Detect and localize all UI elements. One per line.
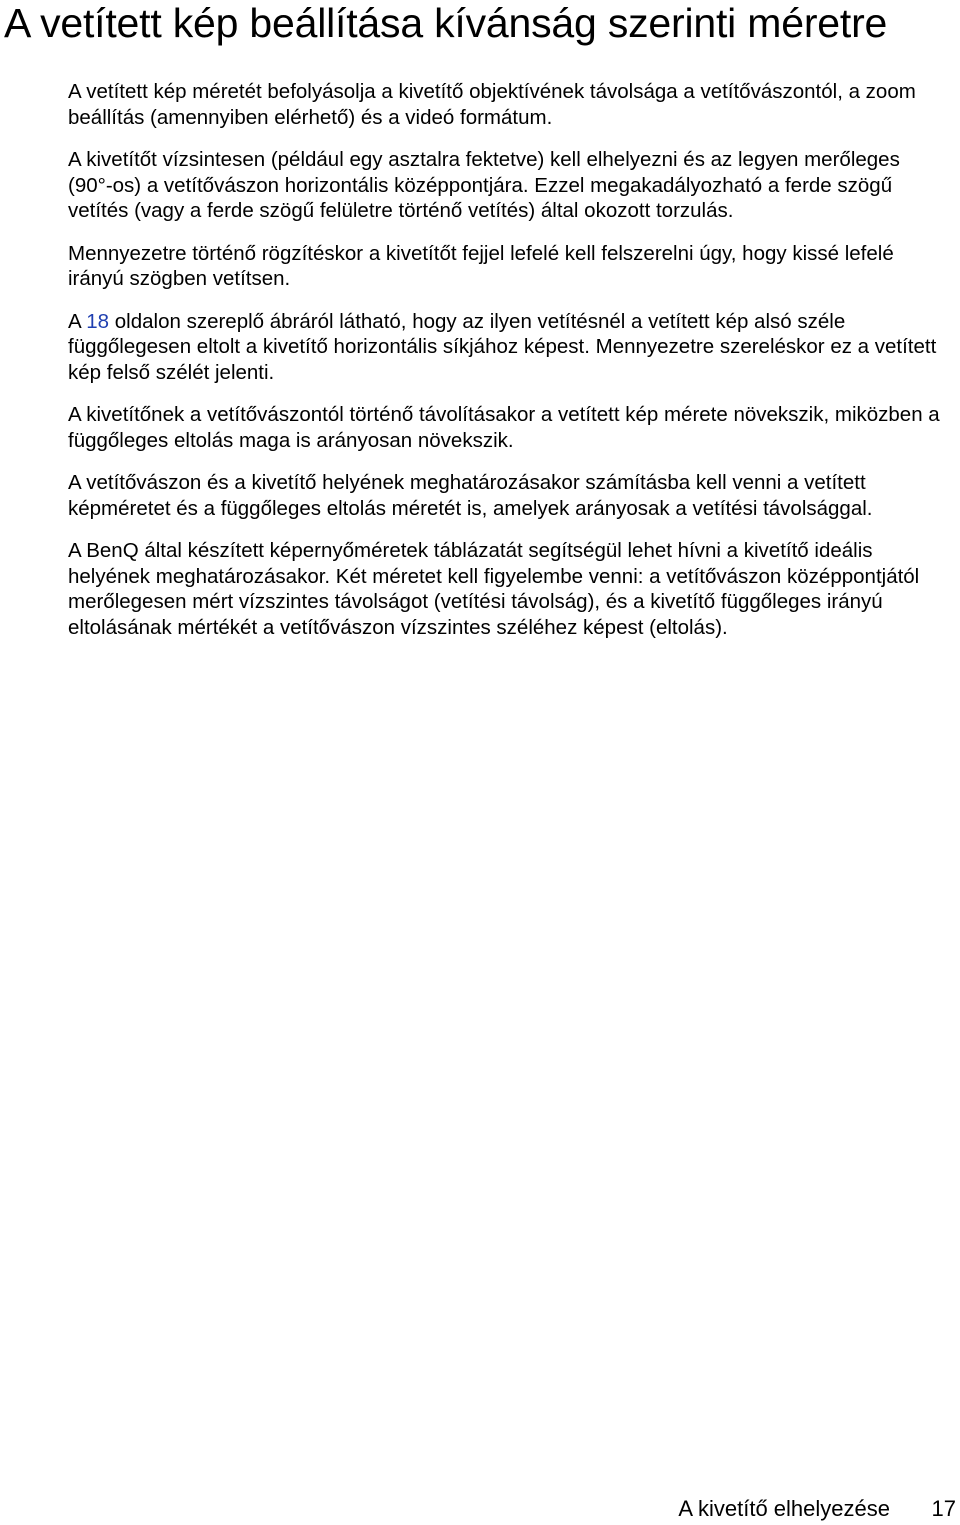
paragraph-image-size-factors: A vetített kép méretét befolyásolja a kivetítő objektívének távolsága a vetítővászontól, a zoom beállítás (amennyiben elérhető) és a videó formátum. <box>68 80 916 129</box>
paragraph-horizontal-placement: A kivetítőt vízsintesen (például egy asztalra fektetve) kell elhelyezni és az legyen merőleges (90°-os) a vetítővászon horizontális középpontjára. Ezzel megakadályozható a ferde szögű vetítés (vagy a ferde szögű felületre történő vetítés) által okozott torzulás. <box>68 148 900 222</box>
paragraph-placement-calculation: A vetítővászon és a kivetítő helyének meghatározásakor számításba kell venni a vetített képméretet és a függőleges eltolás méretét is, amelyek arányosak a vetítési távolsággal. <box>68 471 873 520</box>
page-footer <box>0 1494 960 1524</box>
paragraph-text-before-link: A <box>68 309 87 333</box>
paragraph-distance-effect: A kivetítőnek a vetítővászontól történő távolításakor a vetített kép mérete növekszik, miközben a függőleges eltolás maga is arányosan növekszik. <box>68 403 940 452</box>
page-body <box>68 79 948 640</box>
page-reference-link[interactable]: 18 <box>86 309 110 333</box>
footer-section-title: A kivetítő elhelyezése <box>678 1496 890 1521</box>
paragraph-screen-size-table: A BenQ által készített képernyőméretek táblázatát segítségül lehet hívni a kivetítő ideális helyének meghatározásakor. Két méretet kell figyelembe venni: a vetítővászon középpontjától merőlegesen mért vízszintes távolságot (vetítési távolság), és a kivetítő függőleges irányú eltolásának mértékét a vetítővászon vízszintes széléhez képest (eltolás). <box>68 539 920 639</box>
page-number: 17 <box>931 1496 956 1521</box>
paragraph-ceiling-mount: Mennyezetre történő rögzítéskor a kivetítőt fejjel lefelé kell felszerelni úgy, hogy kissé lefelé irányú szögben vetítsen. <box>68 241 894 290</box>
page-title: A vetített kép beállítása kívánság szerinti méretre <box>4 0 888 46</box>
paragraph-vertical-offset <box>68 309 948 386</box>
paragraph-text-after-link: oldalon szereplő ábráról látható, hogy az ilyen vetítésnél a vetített kép alsó széle függőlegesen eltolt a kivetítő horizontális síkjához képest. Mennyezetre szereléskor ez a vetített kép felső szélét jelenti. <box>68 309 937 384</box>
